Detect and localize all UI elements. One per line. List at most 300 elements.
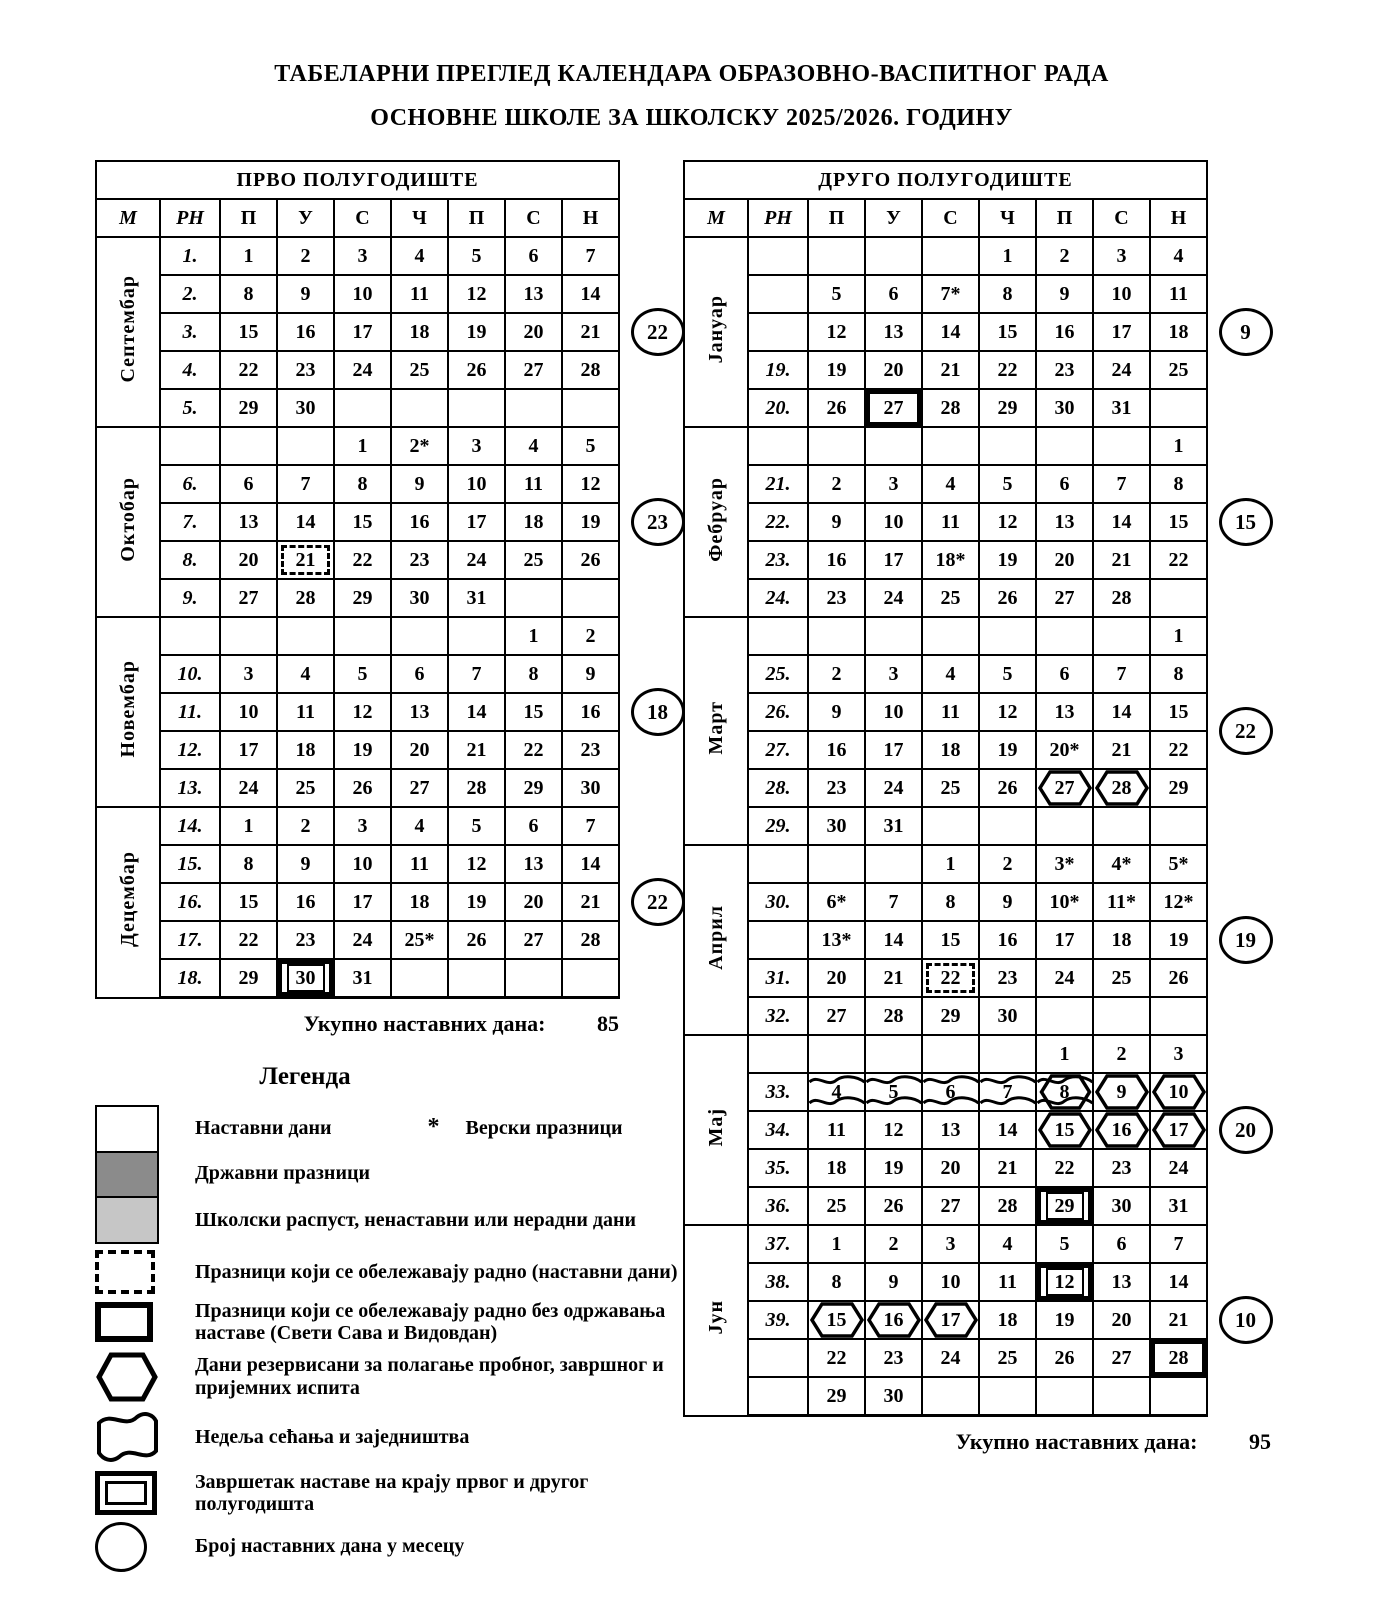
day-cell: 21 — [865, 959, 922, 997]
day-cell: 6 — [220, 465, 277, 503]
day-cell: 27 — [865, 389, 922, 427]
day-cell: 11 — [808, 1111, 865, 1149]
day-cell: 25 — [1093, 959, 1150, 997]
teaching-days-count-circle: 18 — [631, 688, 685, 736]
month-label: Фебруар — [684, 427, 748, 617]
day-cell: 17 — [1036, 921, 1093, 959]
day-cell: 6 — [391, 655, 448, 693]
week-number-cell: 19. — [748, 351, 808, 389]
thick-box-icon — [95, 1302, 153, 1342]
day-cell: 17 — [448, 503, 505, 541]
day-cell: 2 — [277, 807, 334, 845]
day-cell: 13 — [1093, 1263, 1150, 1301]
day-cell: 12 — [562, 465, 619, 503]
day-cell: 9 — [865, 1263, 922, 1301]
legend — [95, 1063, 695, 1572]
day-cell — [391, 389, 448, 427]
day-cell — [1036, 1377, 1093, 1416]
day-column-header: Ч — [391, 199, 448, 237]
month-column-header: М — [96, 199, 160, 237]
day-cell: 20* — [1036, 731, 1093, 769]
day-cell: 30 — [808, 807, 865, 845]
day-cell: 28 — [1150, 1339, 1207, 1377]
week-number-cell — [160, 427, 220, 465]
day-cell: 9 — [277, 275, 334, 313]
total-label: Укупно наставних дана: — [955, 1429, 1198, 1454]
week-number-cell: 28. — [748, 769, 808, 807]
day-cell: 6 — [922, 1073, 979, 1111]
day-cell: 23 — [1093, 1149, 1150, 1187]
day-cell: 3 — [334, 807, 391, 845]
day-cell — [1093, 807, 1150, 845]
day-cell: 4* — [1093, 845, 1150, 883]
day-cell — [277, 617, 334, 655]
day-cell: 7 — [277, 465, 334, 503]
first-semester-calendar — [95, 160, 685, 999]
day-cell: 20 — [865, 351, 922, 389]
day-cell: 12 — [808, 313, 865, 351]
week-number-cell — [748, 313, 808, 351]
day-cell: 2 — [979, 845, 1036, 883]
day-cell: 2 — [808, 465, 865, 503]
day-cell: 25 — [505, 541, 562, 579]
day-cell: 18 — [922, 731, 979, 769]
day-cell: 1 — [220, 807, 277, 845]
day-cell: 24 — [334, 351, 391, 389]
day-cell: 4 — [922, 655, 979, 693]
day-cell: 1 — [922, 845, 979, 883]
day-cell: 31 — [448, 579, 505, 617]
day-cell: 30 — [1093, 1187, 1150, 1225]
day-cell: 1 — [808, 1225, 865, 1263]
day-cell: 7 — [1093, 655, 1150, 693]
day-cell: 11* — [1093, 883, 1150, 921]
week-number-cell — [748, 1377, 808, 1416]
day-cell: 10 — [448, 465, 505, 503]
week-number-cell: 38. — [748, 1263, 808, 1301]
week-column-header: РН — [748, 199, 808, 237]
week-number-cell: 24. — [748, 579, 808, 617]
day-cell: 23 — [391, 541, 448, 579]
hexagon-icon — [95, 1351, 159, 1403]
week-number-cell: 37. — [748, 1225, 808, 1263]
day-cell: 5 — [448, 237, 505, 275]
day-cell: 12 — [979, 503, 1036, 541]
week-number-cell: 21. — [748, 465, 808, 503]
page-title — [0, 52, 1383, 140]
day-cell: 16 — [391, 503, 448, 541]
day-cell: 17 — [220, 731, 277, 769]
day-cell — [1150, 997, 1207, 1035]
week-number-cell: 1. — [160, 237, 220, 275]
day-cell: 27 — [1093, 1339, 1150, 1377]
day-cell: 21 — [1093, 541, 1150, 579]
day-cell: 15 — [979, 313, 1036, 351]
day-cell — [562, 579, 619, 617]
semester-title: ДРУГО ПОЛУГОДИШТЕ — [684, 161, 1207, 199]
day-cell: 9 — [562, 655, 619, 693]
day-cell: 4 — [505, 427, 562, 465]
day-cell: 10* — [1036, 883, 1093, 921]
week-number-cell: 16. — [160, 883, 220, 921]
day-cell: 15 — [1150, 693, 1207, 731]
day-cell: 20 — [505, 883, 562, 921]
day-cell: 5* — [1150, 845, 1207, 883]
day-cell: 15 — [1150, 503, 1207, 541]
day-cell: 17 — [334, 883, 391, 921]
total-label: Укупно наставних дана: — [303, 1011, 546, 1036]
day-cell — [448, 389, 505, 427]
week-number-cell: 33. — [748, 1073, 808, 1111]
legend-title: Легенда — [259, 1063, 351, 1090]
day-column-header: П — [220, 199, 277, 237]
day-cell: 22 — [1150, 731, 1207, 769]
day-cell: 23 — [277, 921, 334, 959]
day-cell: 11 — [505, 465, 562, 503]
teaching-days-count-circle: 10 — [1219, 1296, 1273, 1344]
day-cell: 28 — [448, 769, 505, 807]
day-cell — [922, 617, 979, 655]
week-number-cell: 23. — [748, 541, 808, 579]
week-number-cell: 17. — [160, 921, 220, 959]
day-cell: 8 — [220, 845, 277, 883]
day-cell: 29 — [979, 389, 1036, 427]
day-cell: 22 — [1150, 541, 1207, 579]
teaching-days-count-circle: 19 — [1219, 916, 1273, 964]
week-number-cell: 20. — [748, 389, 808, 427]
day-cell: 17 — [334, 313, 391, 351]
day-cell: 29 — [334, 579, 391, 617]
day-cell: 2 — [1036, 237, 1093, 275]
day-cell: 15 — [220, 313, 277, 351]
day-cell: 24 — [865, 769, 922, 807]
day-cell: 16 — [277, 883, 334, 921]
day-cell — [808, 427, 865, 465]
day-cell: 12 — [448, 845, 505, 883]
week-number-cell: 5. — [160, 389, 220, 427]
day-cell: 9 — [808, 503, 865, 541]
day-cell: 26 — [448, 351, 505, 389]
day-cell: 23 — [277, 351, 334, 389]
day-cell: 3 — [922, 1225, 979, 1263]
day-cell: 29 — [220, 389, 277, 427]
day-cell: 27 — [220, 579, 277, 617]
legend-label: Завршетак наставе на крају првог и другог полугодишта — [195, 1470, 589, 1516]
day-cell — [1150, 1377, 1207, 1416]
day-cell: 13 — [865, 313, 922, 351]
dashed-box-icon — [95, 1250, 155, 1294]
week-number-cell: 2. — [160, 275, 220, 313]
day-cell — [979, 427, 1036, 465]
day-cell: 15 — [1036, 1111, 1093, 1149]
day-cell — [1036, 807, 1093, 845]
day-cell: 21 — [979, 1149, 1036, 1187]
day-cell: 9 — [277, 845, 334, 883]
day-cell: 24 — [1150, 1149, 1207, 1187]
day-cell: 8 — [922, 883, 979, 921]
total-value: 85 — [597, 1011, 619, 1036]
day-cell: 8 — [1150, 465, 1207, 503]
teaching-days-count-circle: 9 — [1219, 308, 1273, 356]
legend-label: Недеља сећања и заједништва — [195, 1425, 470, 1448]
day-cell: 6 — [505, 807, 562, 845]
asterisk-icon: * — [427, 1114, 440, 1141]
day-cell: 17 — [1093, 313, 1150, 351]
week-number-cell — [748, 845, 808, 883]
day-cell: 22 — [220, 921, 277, 959]
week-number-cell: 10. — [160, 655, 220, 693]
day-cell: 9 — [979, 883, 1036, 921]
day-cell: 16 — [808, 731, 865, 769]
day-cell: 28 — [277, 579, 334, 617]
week-number-cell: 35. — [748, 1149, 808, 1187]
day-column-header: У — [865, 199, 922, 237]
white-swatch-icon — [95, 1105, 159, 1153]
day-cell: 3 — [1093, 237, 1150, 275]
day-cell: 23 — [865, 1339, 922, 1377]
day-cell: 9 — [1036, 275, 1093, 313]
teaching-days-count-circle: 22 — [631, 878, 685, 926]
day-cell: 30 — [391, 579, 448, 617]
day-cell: 27 — [505, 921, 562, 959]
month-label: Децембар — [96, 807, 160, 998]
day-column-header: С — [334, 199, 391, 237]
week-number-cell: 29. — [748, 807, 808, 845]
light-gray-swatch-icon — [95, 1196, 159, 1244]
religious-holidays-label: Верски празници — [465, 1117, 623, 1140]
day-cell: 5 — [808, 275, 865, 313]
week-number-cell: 30. — [748, 883, 808, 921]
day-cell: 22 — [505, 731, 562, 769]
day-cell: 20 — [1093, 1301, 1150, 1339]
week-number-cell — [748, 617, 808, 655]
day-cell: 19 — [808, 351, 865, 389]
day-cell: 10 — [1150, 1073, 1207, 1111]
week-number-cell: 14. — [160, 807, 220, 845]
first-semester-table — [95, 160, 695, 999]
legend-label: Школски распуст, ненаставни или нерадни дани — [195, 1208, 637, 1231]
day-cell — [808, 237, 865, 275]
day-cell — [1093, 617, 1150, 655]
day-cell: 2 — [562, 617, 619, 655]
day-cell — [922, 237, 979, 275]
day-column-header: С — [1093, 199, 1150, 237]
day-cell: 12 — [865, 1111, 922, 1149]
day-cell: 7* — [922, 275, 979, 313]
day-cell: 10 — [220, 693, 277, 731]
day-cell: 26 — [562, 541, 619, 579]
day-cell: 26 — [1150, 959, 1207, 997]
day-cell: 26 — [979, 579, 1036, 617]
day-cell: 1 — [1150, 617, 1207, 655]
day-cell: 8 — [808, 1263, 865, 1301]
day-column-header: П — [448, 199, 505, 237]
day-cell: 30 — [277, 959, 334, 998]
day-cell: 18 — [505, 503, 562, 541]
day-cell: 19 — [448, 313, 505, 351]
day-cell — [562, 959, 619, 998]
day-cell: 14 — [277, 503, 334, 541]
legend-row-no-classes-holidays — [95, 1300, 695, 1345]
day-cell: 13 — [391, 693, 448, 731]
day-cell: 17 — [865, 731, 922, 769]
day-cell: 22 — [334, 541, 391, 579]
day-cell — [979, 617, 1036, 655]
day-cell: 16 — [1093, 1111, 1150, 1149]
day-cell: 19 — [1150, 921, 1207, 959]
day-cell: 3 — [865, 465, 922, 503]
week-number-cell: 18. — [160, 959, 220, 998]
day-cell — [1150, 389, 1207, 427]
second-semester-calendar — [683, 160, 1273, 1417]
day-cell: 31 — [1093, 389, 1150, 427]
day-cell: 15 — [808, 1301, 865, 1339]
day-cell: 11 — [1150, 275, 1207, 313]
month-column-header: М — [684, 199, 748, 237]
day-cell: 23 — [979, 959, 1036, 997]
day-cell — [865, 237, 922, 275]
legend-label: Државни празници — [195, 1162, 371, 1185]
day-cell: 12 — [1036, 1263, 1093, 1301]
day-cell: 5 — [865, 1073, 922, 1111]
second-semester-column — [683, 160, 1303, 1455]
day-cell: 11 — [979, 1263, 1036, 1301]
day-cell — [334, 617, 391, 655]
day-cell: 3 — [334, 237, 391, 275]
day-cell: 29 — [1150, 769, 1207, 807]
day-cell: 2 — [1093, 1035, 1150, 1073]
day-cell: 13 — [505, 845, 562, 883]
day-cell: 13* — [808, 921, 865, 959]
day-cell: 10 — [865, 503, 922, 541]
day-cell: 3 — [448, 427, 505, 465]
day-cell: 6 — [865, 275, 922, 313]
day-cell: 21 — [562, 313, 619, 351]
day-column-header: Ч — [979, 199, 1036, 237]
day-cell: 20 — [505, 313, 562, 351]
day-cell: 16 — [1036, 313, 1093, 351]
week-number-cell: 12. — [160, 731, 220, 769]
day-cell: 30 — [277, 389, 334, 427]
day-cell: 16 — [808, 541, 865, 579]
day-cell — [922, 1035, 979, 1073]
day-cell: 23 — [808, 769, 865, 807]
week-number-cell: 32. — [748, 997, 808, 1035]
day-cell: 7 — [1150, 1225, 1207, 1263]
day-cell: 12* — [1150, 883, 1207, 921]
day-cell: 17 — [1150, 1111, 1207, 1149]
week-number-cell: 25. — [748, 655, 808, 693]
week-number-cell: 13. — [160, 769, 220, 807]
day-cell: 23 — [562, 731, 619, 769]
day-cell: 9 — [808, 693, 865, 731]
day-cell — [448, 617, 505, 655]
day-cell: 18 — [277, 731, 334, 769]
day-cell: 24 — [220, 769, 277, 807]
day-cell: 8 — [1150, 655, 1207, 693]
week-number-cell: 4. — [160, 351, 220, 389]
day-cell: 7 — [562, 807, 619, 845]
day-cell — [979, 1035, 1036, 1073]
day-cell: 7 — [1093, 465, 1150, 503]
day-cell: 13 — [505, 275, 562, 313]
day-cell: 23 — [1036, 351, 1093, 389]
day-cell: 20 — [391, 731, 448, 769]
day-cell — [865, 1035, 922, 1073]
day-cell: 3* — [1036, 845, 1093, 883]
day-cell: 11 — [922, 503, 979, 541]
legend-label: Број наставних дана у месецу — [195, 1535, 465, 1558]
day-cell — [808, 845, 865, 883]
day-cell: 25 — [922, 579, 979, 617]
day-cell: 8 — [505, 655, 562, 693]
week-number-cell — [160, 617, 220, 655]
legend-row-working-holidays — [95, 1250, 695, 1294]
day-column-header: С — [505, 199, 562, 237]
first-semester-column — [95, 160, 695, 1578]
day-cell: 19 — [865, 1149, 922, 1187]
day-column-header: Н — [1150, 199, 1207, 237]
day-cell: 6 — [1036, 655, 1093, 693]
day-cell: 1 — [220, 237, 277, 275]
day-cell: 8 — [220, 275, 277, 313]
day-cell: 2 — [865, 1225, 922, 1263]
legend-label: Празници који се обележавају радно без одржавања наставе (Свети Сава и Видовдан) — [195, 1300, 666, 1345]
day-cell: 9 — [391, 465, 448, 503]
day-cell: 12 — [334, 693, 391, 731]
day-cell — [808, 1035, 865, 1073]
day-cell: 11 — [277, 693, 334, 731]
day-cell: 19 — [979, 541, 1036, 579]
day-cell: 4 — [1150, 237, 1207, 275]
day-cell: 8 — [979, 275, 1036, 313]
day-cell: 15 — [922, 921, 979, 959]
day-cell: 27 — [1036, 579, 1093, 617]
day-cell: 7 — [448, 655, 505, 693]
first-semester-total — [95, 1011, 619, 1037]
day-cell: 21 — [562, 883, 619, 921]
day-cell: 18* — [922, 541, 979, 579]
day-cell: 28 — [562, 921, 619, 959]
day-cell: 14 — [448, 693, 505, 731]
week-number-cell: 7. — [160, 503, 220, 541]
month-label: Октобар — [96, 427, 160, 617]
day-cell: 19 — [1036, 1301, 1093, 1339]
day-cell: 27 — [808, 997, 865, 1035]
week-number-cell — [748, 1035, 808, 1073]
day-cell: 24 — [865, 579, 922, 617]
day-cell: 26 — [1036, 1339, 1093, 1377]
week-number-cell: 9. — [160, 579, 220, 617]
total-value: 95 — [1249, 1429, 1271, 1454]
day-cell: 10 — [334, 845, 391, 883]
teaching-days-count-circle: 22 — [1219, 707, 1273, 755]
day-cell: 28 — [979, 1187, 1036, 1225]
day-cell: 14 — [1150, 1263, 1207, 1301]
month-label: Мај — [684, 1035, 748, 1225]
day-cell: 24 — [448, 541, 505, 579]
day-cell: 1 — [334, 427, 391, 465]
day-cell: 13 — [1036, 503, 1093, 541]
legend-row-teaching-days — [95, 1105, 695, 1151]
day-cell: 18 — [391, 883, 448, 921]
day-cell: 22 — [1036, 1149, 1093, 1187]
day-cell — [220, 617, 277, 655]
week-number-cell — [748, 427, 808, 465]
day-cell: 20 — [808, 959, 865, 997]
day-cell: 4 — [979, 1225, 1036, 1263]
day-cell: 14 — [1093, 503, 1150, 541]
